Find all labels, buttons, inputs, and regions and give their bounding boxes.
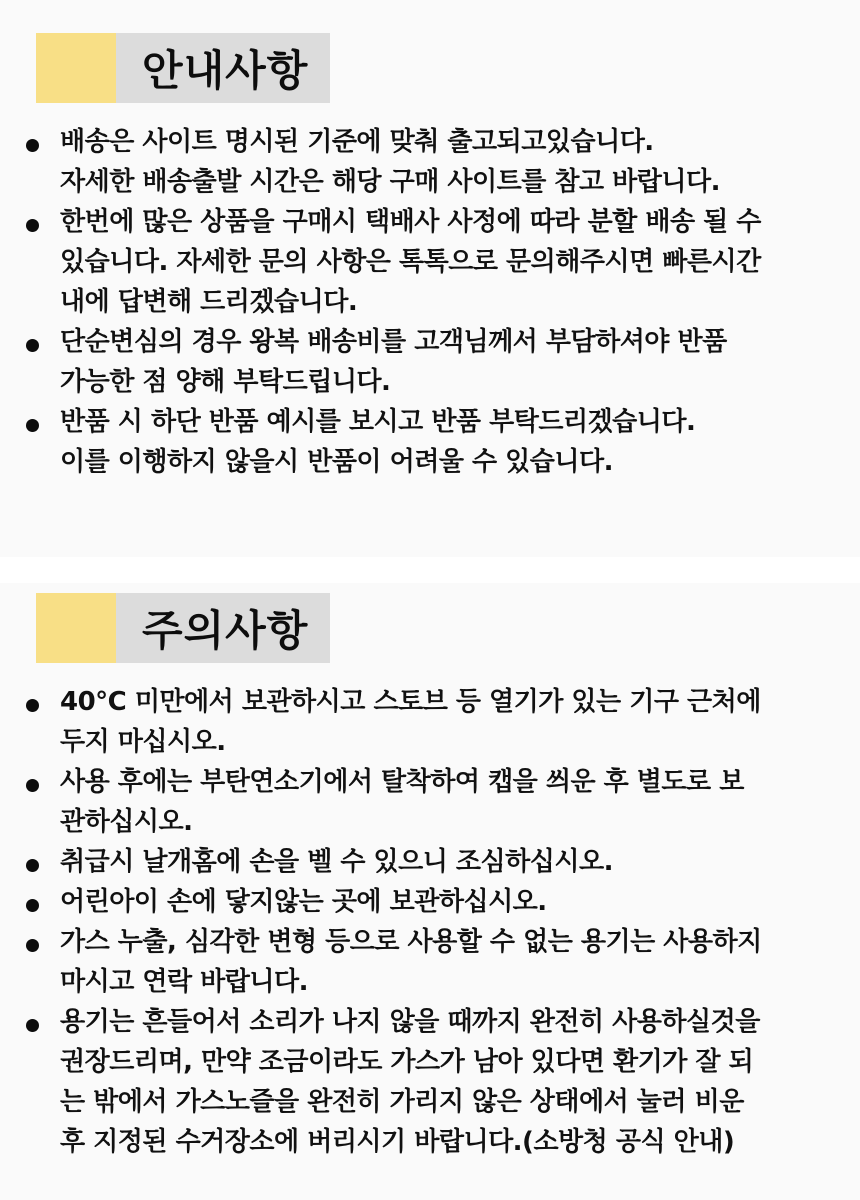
text-line: 반품 시 하단 반품 예시를 보시고 반품 부탁드리겠습니다. [60,407,696,437]
list-item-text [60,122,840,202]
text-line: 가스 누출, 심각한 변형 등으로 사용할 수 없는 용기는 사용하지 [60,927,762,957]
text-line: 취급시 날개홈에 손을 벨 수 있으니 조심하십시오. [60,847,614,877]
caution-title: 주의사항 [116,593,330,663]
text-line: 배송은 사이트 명시된 기준에 맞춰 출고되고있습니다. [60,127,654,157]
list-item [26,842,840,882]
caution-title-box [36,593,330,663]
bullet-icon [26,682,60,712]
notice-title-box [36,33,330,103]
list-item-text [60,322,840,402]
title-accent-block [36,593,116,663]
text-line: 마시고 연락 바랍니다. [60,967,309,997]
bullet-icon [26,202,60,232]
list-item-text [60,842,840,882]
text-line: 내에 답변해 드리겠습니다. [60,287,358,317]
list-item [26,202,840,322]
bullet-icon [26,322,60,352]
list-item [26,1002,840,1162]
text-line: 어린아이 손에 닿지않는 곳에 보관하십시오. [60,887,547,917]
bullet-icon [26,402,60,432]
notice-section [0,0,860,557]
list-item-text [60,922,840,1002]
text-line: 사용 후에는 부탄연소기에서 탈착하여 캡을 씌운 후 별도로 보 [60,767,744,797]
title-accent-block [36,33,116,103]
list-item [26,762,840,842]
bullet-icon [26,762,60,792]
text-line: 있습니다. 자세한 문의 사항은 톡톡으로 문의해주시면 빠른시간 [60,247,761,277]
caution-section [0,583,860,1200]
list-item [26,322,840,402]
notice-title: 안내사항 [116,33,330,103]
text-line: 단순변심의 경우 왕복 배송비를 고객님께서 부담하셔야 반품 [60,327,727,357]
text-line: 는 밖에서 가스노즐을 완전히 가리지 않은 상태에서 눌러 비운 [60,1087,744,1117]
list-item-text [60,762,840,842]
list-item-text [60,202,840,322]
list-item [26,922,840,1002]
bullet-icon [26,882,60,912]
bullet-icon [26,122,60,152]
bullet-icon [26,842,60,872]
text-line: 관하십시오. [60,807,193,837]
list-item [26,682,840,762]
bullet-icon [26,1002,60,1032]
list-item-text [60,1002,840,1162]
text-line: 한번에 많은 상품을 구매시 택배사 사정에 따라 분할 배송 될 수 [60,207,761,237]
text-line: 용기는 흔들어서 소리가 나지 않을 때까지 완전히 사용하실것을 [60,1007,760,1037]
caution-list [26,682,840,1162]
list-item-text [60,402,840,482]
text-line: 후 지정된 수거장소에 버리시기 바랍니다.(소방청 공식 안내) [60,1127,735,1157]
text-line: 권장드리며, 만약 조금이라도 가스가 남아 있다면 환기가 잘 되 [60,1047,754,1077]
text-line: 자세한 배송출발 시간은 해당 구매 사이트를 참고 바랍니다. [60,167,721,197]
text-line: 40°C 미만에서 보관하시고 스토브 등 열기가 있는 기구 근처에 [60,687,761,717]
list-item [26,882,840,922]
list-item [26,122,840,202]
text-line: 두지 마십시오. [60,727,226,757]
bullet-icon [26,922,60,952]
list-item-text [60,882,840,922]
notice-list [26,122,840,482]
text-line: 가능한 점 양해 부탁드립니다. [60,367,391,397]
list-item [26,402,840,482]
text-line: 이를 이행하지 않을시 반품이 어려울 수 있습니다. [60,447,614,477]
list-item-text [60,682,840,762]
